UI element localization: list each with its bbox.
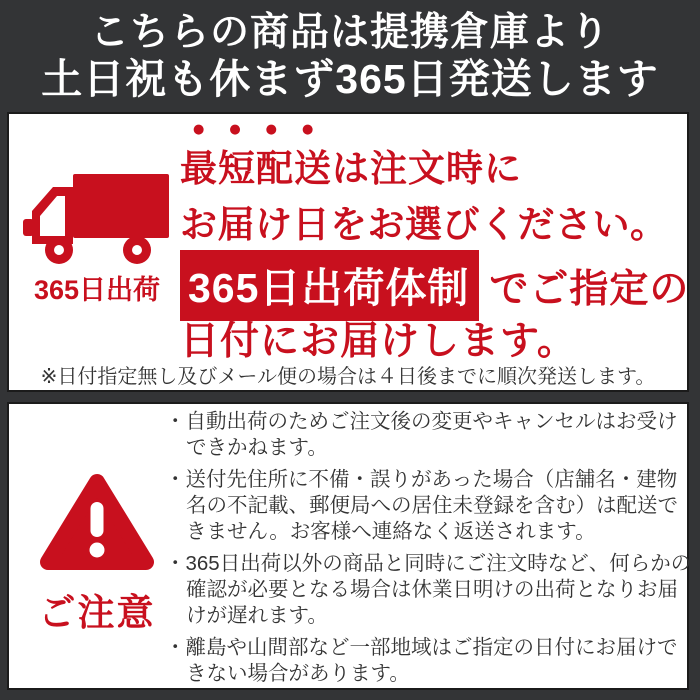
caution-panel [7,402,692,690]
bullet-mark: ・ [165,410,186,433]
bullet-mark: ・ [165,468,186,491]
shipping-headline-line3: 日付にお届けします。 [180,320,577,363]
warning-triangle-icon [37,468,157,574]
shipping-badge: 365日出荷体制 [180,250,479,321]
shipping-note: ※日付指定無し及びメール便の場合は４日後までに順次発送します。 [40,366,656,388]
emphasis-dots: ●●●● [193,122,339,137]
caution-item-text: 送付先住所に不備・誤りがあった場合（店舗名・建物名の不記載、郵便局への居住未登録を含む）は配送できません。お客様へ連絡なく返送されます。 [185,468,678,543]
shipping-headline-line2: お届け日をお選びください。 [180,204,668,245]
caution-item [165,551,692,629]
delivery-truck-icon [22,166,172,266]
caution-label: ご注意 [38,592,156,633]
bullet-mark: ・ [165,552,186,575]
bullet-mark: ・ [165,636,186,659]
caution-item-text: 離島や山間部など一部地域はご指定の日付にお届けできない場合があります。 [185,636,678,685]
caution-item [165,467,692,545]
caution-item [165,635,692,687]
banner-title-line1: こちらの商品は提携倉庫より [89,11,610,54]
caution-bullet-list [165,409,692,693]
caution-block [31,468,163,636]
caution-item-text: 365日出荷以外の商品と同時にご注文時など、何らかの確認が必要となる場合は休業日明けの出荷となりお届けが遅れます。 [185,552,692,627]
banner-title-line2: 土日祝も休まず365日発送します [41,56,659,102]
caution-item [165,409,692,461]
shipping-header-banner [0,0,700,112]
truck-block [19,166,175,307]
truck-label: 365日出荷 [33,275,161,305]
caution-item-text: 自動出荷のためご注文後の変更やキャンセルはお受けできかねます。 [185,410,678,459]
shipping-badge-suffix: でご指定の [489,267,690,311]
shipping-headline-line1: 最短配送は注文時に [180,148,522,189]
shipping-info-panel [7,112,689,392]
